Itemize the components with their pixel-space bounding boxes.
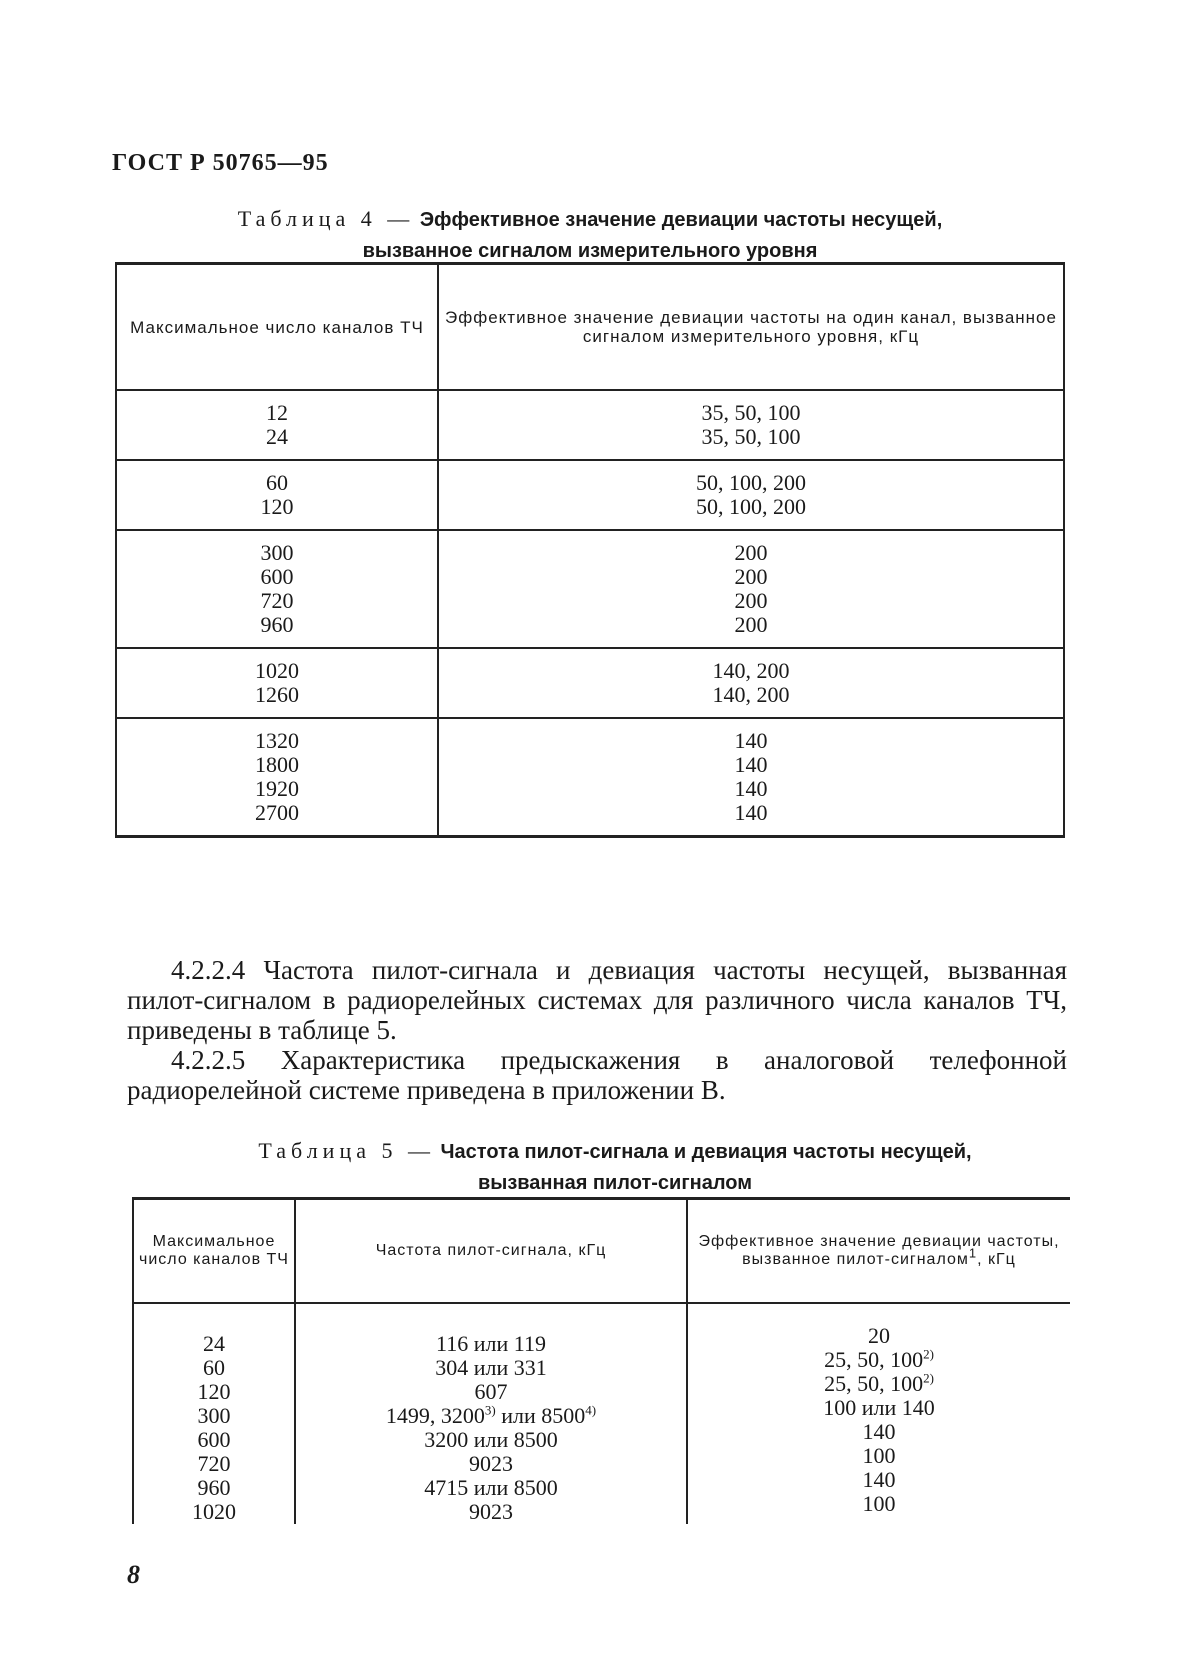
footnote-marker: 3) [484,1402,496,1418]
table4-values-cell [438,530,1064,648]
table5-caption-line2: вызванная пилот-сигналом [477,1172,753,1194]
table5-caption-line1: Частота пилот-сигнала и девиация частоты несущей, [440,1141,972,1163]
table4-value: 140, 200 [712,682,790,707]
table4-caption-label: Таблица 4 — [237,206,415,231]
table5-deviation [688,1444,1070,1468]
table5-frequency-text: 3200 или 8500 [424,1427,558,1452]
table4-value: 50, 100, 200 [696,470,806,495]
table5-col2-header: Частота пилот-сигнала, кГц [295,1199,687,1304]
table4-channel: 2700 [255,800,299,825]
table5-deviation [688,1420,1070,1444]
table5-deviation-text: 140 [862,1467,896,1492]
table5-deviation [688,1492,1070,1516]
table4-value: 35, 50, 100 [701,400,801,425]
table4-channel: 720 [260,588,294,613]
table4-channels-cell [116,460,438,530]
table5-frequency [296,1428,686,1452]
table4-caption [160,204,1020,266]
table4-channel: 1920 [255,776,299,801]
table4-value: 35, 50, 100 [701,424,801,449]
footnote-marker: 4) [585,1402,597,1418]
table5-frequency-text: 304 или 331 [435,1355,547,1380]
table4-values-cell [438,390,1064,460]
table4-value: 140, 200 [712,658,790,683]
table4-value: 50, 100, 200 [696,494,806,519]
table4-channel: 1320 [255,728,299,753]
document-header: ГОСТ Р 50765—95 [112,150,329,176]
table5-col3-header-unit: , кГц [977,1251,1016,1268]
table4-value: 200 [734,612,768,637]
table4-row [116,390,1064,460]
table4-channels-cell [116,648,438,718]
table5-deviation-text: 100 [862,1443,896,1468]
table5-deviation-text: 140 [862,1419,896,1444]
table4-channels-cell [116,718,438,837]
table4-row [116,460,1064,530]
table4-value: 140 [734,752,768,777]
table4-channel: 1020 [255,658,299,683]
table4-caption-line1: Эффективное значение девиации частоты несущей, [419,209,943,231]
table4-value: 200 [734,564,768,589]
table4-value: 140 [734,776,768,801]
table4-channel: 24 [266,424,288,449]
table4-row [116,648,1064,718]
table5-deviation-text: 25, 50, 100 [824,1347,924,1372]
table5-frequency [296,1476,686,1500]
table5-frequency [296,1500,686,1524]
table5-frequency-text: 9023 [469,1499,513,1524]
table5-row [133,1303,1070,1524]
table4-channels-cell [116,530,438,648]
table4-values-cell [438,718,1064,837]
table4-row [116,718,1064,837]
table5-frequency-text: 607 [474,1379,508,1404]
table4-values-cell [438,460,1064,530]
table5-channel: 60 [203,1355,225,1380]
table4-channel: 960 [260,612,294,637]
paragraph-4-2-2-5: 4.2.2.5 Характеристика предыскажения в аналоговой телефонной радиорелейной системе приведена в приложении В. [127,1045,1067,1105]
table4-col1-header: Максимальное число каналов ТЧ [116,264,438,391]
table5-deviation-cell [687,1303,1070,1524]
table5-deviation [688,1348,1070,1372]
table5-col3-header [687,1199,1070,1304]
table4-channel: 120 [260,494,294,519]
table5-channel: 24 [203,1331,225,1356]
table5-frequency [296,1356,686,1380]
table5-deviation [688,1468,1070,1492]
page-number: 8 [127,1560,140,1589]
table5-channel: 1020 [192,1499,236,1524]
table4-channel: 600 [260,564,294,589]
table5-channel: 300 [197,1403,231,1428]
table4-channel: 1260 [255,682,299,707]
table4 [115,262,1065,838]
table4-channels-cell [116,390,438,460]
table5-channels-cell [133,1303,295,1524]
table5-frequency [296,1332,686,1356]
table5-col1-header: Максимальное число каналов ТЧ [133,1199,295,1304]
table4-values-cell [438,648,1064,718]
table5-frequency-text: 116 или 119 [436,1331,546,1356]
table5-caption-label: Таблица 5 — [258,1138,435,1163]
table5-deviation [688,1324,1070,1348]
paragraph-4-2-2-4: 4.2.2.4 Частота пилот-сигнала и девиация частоты несущей, вызванная пилот-сигналом в радиорелейных системах для различного числа каналов ТЧ, приведены в таблице 5. [127,955,1067,1045]
table5 [132,1197,1070,1524]
table5-col3-header-text: Эффективное значение девиации частоты, вызванное пилот-сигналом [698,1233,1060,1268]
table5-channel: 120 [197,1379,231,1404]
table4-value: 200 [734,588,768,613]
footnote-marker: 2) [923,1346,934,1362]
table5-frequency-cell [295,1303,687,1524]
table5-deviation-text: 20 [868,1323,890,1348]
table5-deviation-text: 25, 50, 100 [824,1371,924,1396]
table4-value: 140 [734,728,768,753]
body-text [127,955,1067,1105]
footnote-marker: 1 [968,1245,978,1261]
table5-frequency-text: 9023 [469,1451,513,1476]
table5-frequency [296,1452,686,1476]
table4-caption-line2: вызванное сигналом измерительного уровня [362,240,818,262]
table4-col2-header: Эффективное значение девиации частоты на один канал, вызванное сигналом измерительного уровня, кГц [438,264,1064,391]
table5-deviation-text: 100 или 140 [823,1395,935,1420]
table5-frequency-text: 4715 или 8500 [424,1475,558,1500]
table5-frequency [296,1380,686,1404]
table4-channel: 60 [266,470,288,495]
table5-deviation [688,1372,1070,1396]
table5-channel: 960 [197,1475,231,1500]
table4-value: 200 [734,540,768,565]
table5-frequency-text: 1499, 3200 [385,1403,485,1428]
footnote-marker: 2) [923,1370,934,1386]
table5-deviation [688,1396,1070,1420]
table4-channel: 300 [260,540,294,565]
table5-deviation-text: 100 [862,1491,896,1516]
table4-row [116,530,1064,648]
table5-caption [190,1136,1040,1198]
table5-frequency [296,1404,686,1428]
table4-channel: 1800 [255,752,299,777]
table5-channel: 720 [197,1451,231,1476]
table5-frequency-text: или 8500 [495,1403,586,1428]
table5-channel: 600 [197,1427,231,1452]
table4-channel: 12 [266,400,288,425]
table4-value: 140 [734,800,768,825]
